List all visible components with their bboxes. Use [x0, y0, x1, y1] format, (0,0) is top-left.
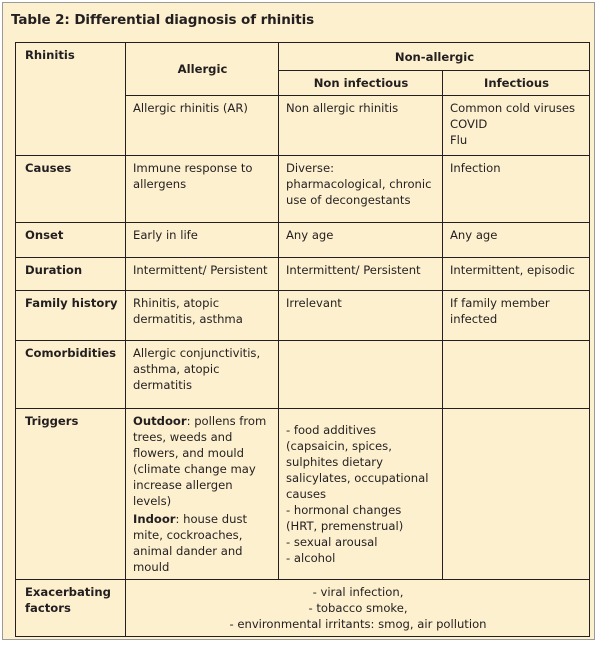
causes-infectious: Infection: [443, 156, 590, 223]
table-row: [16, 156, 590, 223]
causes-non-infectious: Diverse: pharmacological, chronic use of decongestants: [279, 156, 443, 223]
comorbidities-allergic: Allergic conjunctivitis, asthma, atopic dermatitis: [126, 341, 279, 409]
type-infectious-line: Flu: [450, 133, 468, 147]
row-label-causes: Causes: [16, 156, 126, 223]
type-infectious: [443, 96, 590, 156]
triggers-non-infectious: [279, 409, 443, 580]
row-label-exacerbating: Exacerbating factors: [16, 580, 126, 637]
outdoor-label: Outdoor: [133, 414, 187, 428]
differential-diagnosis-table: [15, 42, 590, 637]
triggers-infectious: [443, 409, 590, 580]
triggers-outdoor: [133, 413, 272, 509]
family-history-allergic: Rhinitis, atopic dermatitis, asthma: [126, 291, 279, 341]
header-rhinitis: Rhinitis: [16, 43, 126, 156]
table-row: [16, 580, 590, 637]
table-caption: Table 2: Differential diagnosis of rhinitis: [11, 12, 315, 28]
duration-allergic: Intermittent/ Persistent: [126, 258, 279, 291]
header-allergic: Allergic: [126, 43, 279, 96]
exacerbating-factors: [126, 580, 590, 637]
onset-allergic: Early in life: [126, 223, 279, 258]
type-infectious-line: COVID: [450, 117, 488, 131]
header-non-allergic: Non-allergic: [279, 43, 590, 71]
comorbidities-non-infectious: [279, 341, 443, 409]
exacerbating-item: - tobacco smoke,: [308, 601, 408, 615]
family-history-infectious: If family member infected: [443, 291, 590, 341]
row-label-duration: Duration: [16, 258, 126, 291]
type-infectious-line: Common cold viruses: [450, 101, 576, 115]
exacerbating-item: - environmental irritants: smog, air pollution: [229, 617, 487, 631]
row-label-triggers: Triggers: [16, 409, 126, 580]
table-row: [16, 409, 590, 580]
outdoor-text: : pollens from trees, weeds and flowers, and mould (climate change may increase allergen levels): [133, 414, 267, 508]
header-infectious: Infectious: [443, 71, 590, 96]
trigger-item: - alcohol: [286, 551, 336, 565]
row-label-onset: Onset: [16, 223, 126, 258]
table-row: [16, 258, 590, 291]
trigger-item: - food additives (capsaicin, spices, sulphites dietary salicylates, occupational causes: [286, 423, 429, 501]
type-non-infectious: Non allergic rhinitis: [279, 96, 443, 156]
comorbidities-infectious: [443, 341, 590, 409]
triggers-indoor: [133, 511, 272, 575]
header-non-infectious: Non infectious: [279, 71, 443, 96]
causes-allergic: Immune response to allergens: [126, 156, 279, 223]
trigger-item: - hormonal changes (HRT, premenstrual): [286, 503, 404, 533]
table-row: [16, 341, 590, 409]
type-allergic: Allergic rhinitis (AR): [126, 96, 279, 156]
table-row: [16, 291, 590, 341]
row-label-family-history: Family history: [16, 291, 126, 341]
table-panel: [2, 2, 595, 640]
table-row: [16, 223, 590, 258]
row-label-comorbidities: Comorbidities: [16, 341, 126, 409]
indoor-label: Indoor: [133, 512, 176, 526]
indoor-text: : house dust mite, cockroaches, animal dander and mould: [133, 512, 248, 574]
onset-non-infectious: Any age: [279, 223, 443, 258]
exacerbating-item: - viral infection,: [312, 585, 404, 599]
header-row-top: [16, 43, 590, 71]
onset-infectious: Any age: [443, 223, 590, 258]
duration-non-infectious: Intermittent/ Persistent: [279, 258, 443, 291]
family-history-non-infectious: Irrelevant: [279, 291, 443, 341]
triggers-allergic: [126, 409, 279, 580]
duration-infectious: Intermittent, episodic: [443, 258, 590, 291]
trigger-item: - sexual arousal: [286, 535, 378, 549]
